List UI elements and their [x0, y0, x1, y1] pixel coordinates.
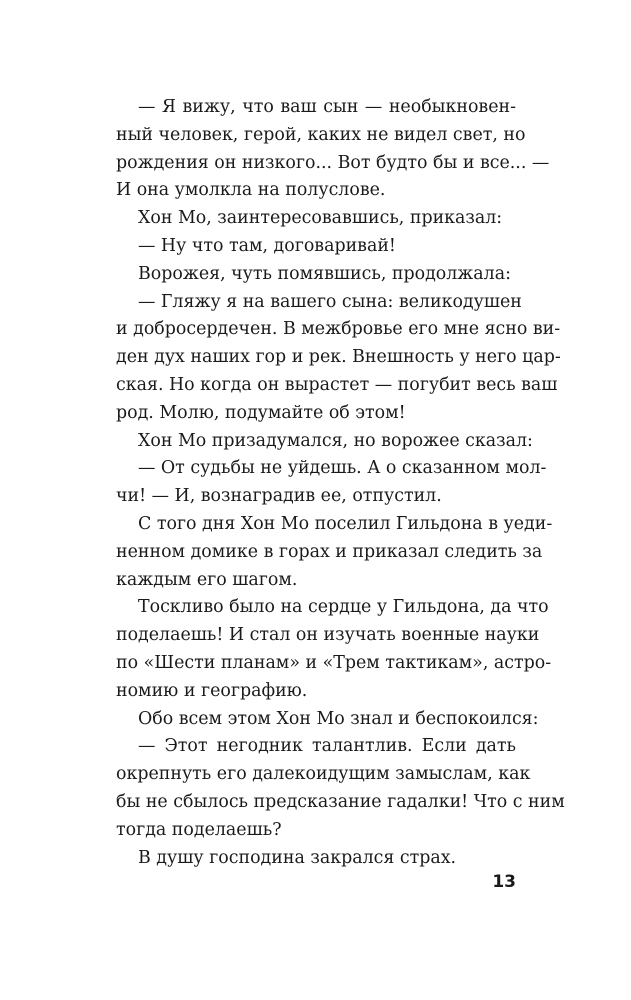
text-line: С того дня Хон Мо поселил Гильдона в уеди- — [138, 513, 553, 534]
text-line: род. Молю, подумайте об этом! — [116, 402, 406, 423]
body-text — [116, 94, 565, 872]
text-line: бы не сбылось предсказание гадалки! Что с ним — [116, 791, 565, 812]
text-line: ская. Но когда он вырастет — погубит весь ваш — [116, 374, 558, 395]
text-line: Хон Мо призадумался, но ворожее сказал: — [138, 430, 533, 451]
text-line: В душу господина закрался страх. — [138, 847, 457, 868]
text-line: окрепнуть его далекоидущим замыслам, как — [116, 764, 531, 785]
text-line: — Я вижу, что ваш сын — необыкновен- — [138, 97, 516, 117]
text-line: Обо всем этом Хон Мо знал и беспокоился: — [138, 708, 539, 729]
text-line: по «Шести планам» и «Трем тактикам», астро- — [116, 652, 552, 673]
text-line: Хон Мо, заинтересовавшись, приказал: — [138, 208, 503, 229]
text-line: — Гляжу я на вашего сына: великодушен — [138, 291, 522, 312]
text-line: чи! — И, вознаградив ее, отпустил. — [116, 486, 442, 507]
text-line: поделаешь! И стал он изучать военные науки — [116, 625, 540, 646]
text-line: каждым его шагом. — [116, 569, 298, 590]
page-number: 13 — [492, 872, 516, 892]
text-line: ный человек, герой, каких не видел свет, но — [116, 124, 526, 145]
text-line: и добросердечен. В межбровье его мне ясно ви- — [116, 319, 561, 340]
text-line: ненном домике в горах и приказал следить за — [116, 541, 543, 562]
text-line: Тоскливо было на сердце у Гильдона, да что — [138, 597, 549, 618]
text-line: рождения он низкого... Вот будто бы и все... — — [116, 152, 550, 173]
text-line: — Ну что там, договаривай! — [138, 235, 396, 256]
text-line: ден дух наших гор и рек. Внешность у него цар- — [116, 347, 561, 368]
text-line: тогда поделаешь? — [116, 819, 282, 840]
text-line: — От судьбы не уйдешь. А о сказанном мол- — [138, 458, 547, 479]
text-line: номию и географию. — [116, 680, 308, 701]
text-line: И она умолкла на полуслове. — [116, 180, 386, 201]
text-line: Ворожея, чуть помявшись, продолжала: — [138, 263, 511, 284]
text-line: — Этот негодник талантлив. Если дать — [138, 736, 516, 757]
